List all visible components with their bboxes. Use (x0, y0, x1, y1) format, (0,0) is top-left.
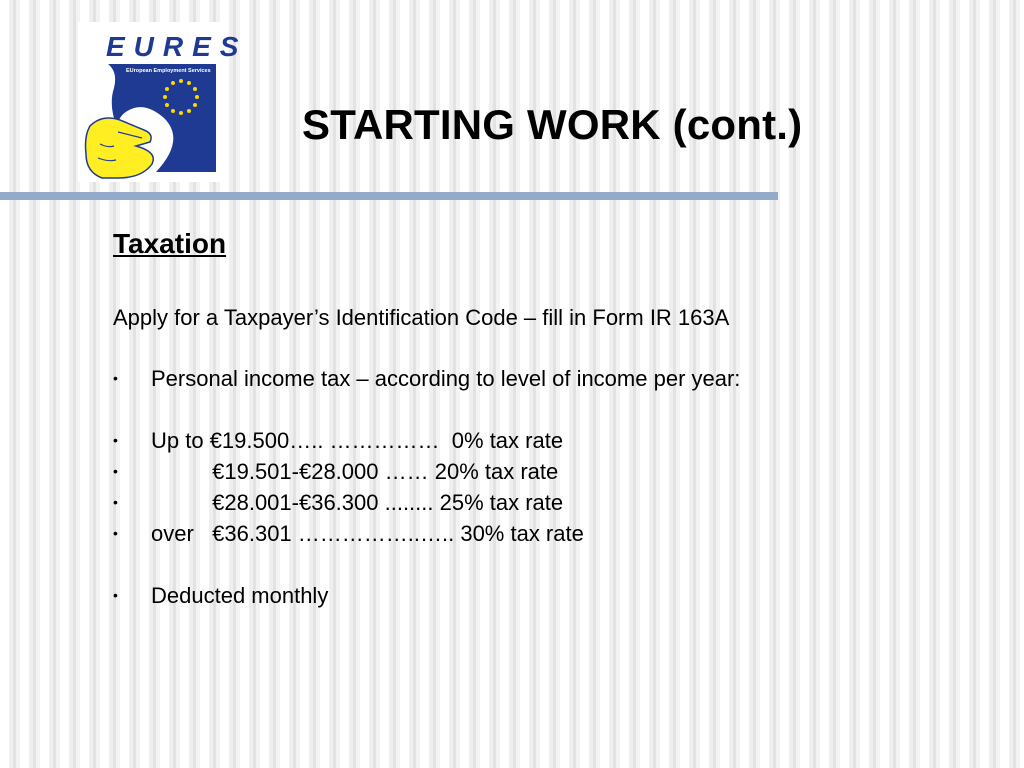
slide-content (113, 226, 993, 611)
hand-icon (86, 118, 154, 178)
list-item (113, 518, 993, 549)
list-item-text: €19.501-€28.000 …… 20% tax rate (151, 459, 559, 484)
list-item (113, 580, 993, 611)
section-heading: Taxation (113, 228, 227, 259)
bullet-icon: • (113, 463, 118, 479)
list-item-text: Deducted monthly (151, 583, 329, 608)
list-item-text: Personal income tax – according to level of income per year: (151, 366, 741, 391)
list-item-text: €28.001-€36.300 ........ 25% tax rate (151, 490, 564, 515)
list-item (113, 487, 993, 518)
bullet-icon: • (113, 494, 118, 510)
bullet-icon: • (113, 432, 118, 448)
bullet-list (113, 363, 993, 611)
logo-tagline: EUropean Employment Services (126, 68, 211, 74)
bullet-icon: • (113, 525, 118, 541)
list-item-text: Up to €19.500….. …………… 0% tax rate (151, 428, 564, 453)
eures-logo (78, 22, 248, 182)
title-divider (0, 192, 778, 200)
bullet-icon: • (113, 370, 118, 386)
list-item (113, 456, 993, 487)
list-item (113, 363, 993, 394)
eures-logo-graphic (78, 22, 248, 182)
list-item (113, 425, 993, 456)
bullet-icon: • (113, 587, 118, 603)
intro-text: Apply for a Taxpayer’s Identification Code – fill in Form IR 163A (113, 305, 730, 330)
slide-title: STARTING WORK (cont.) (302, 101, 803, 148)
list-item-text: over €36.301 ……………..….. 30% tax rate (151, 521, 584, 546)
logo-wordmark: EURES (106, 31, 248, 62)
